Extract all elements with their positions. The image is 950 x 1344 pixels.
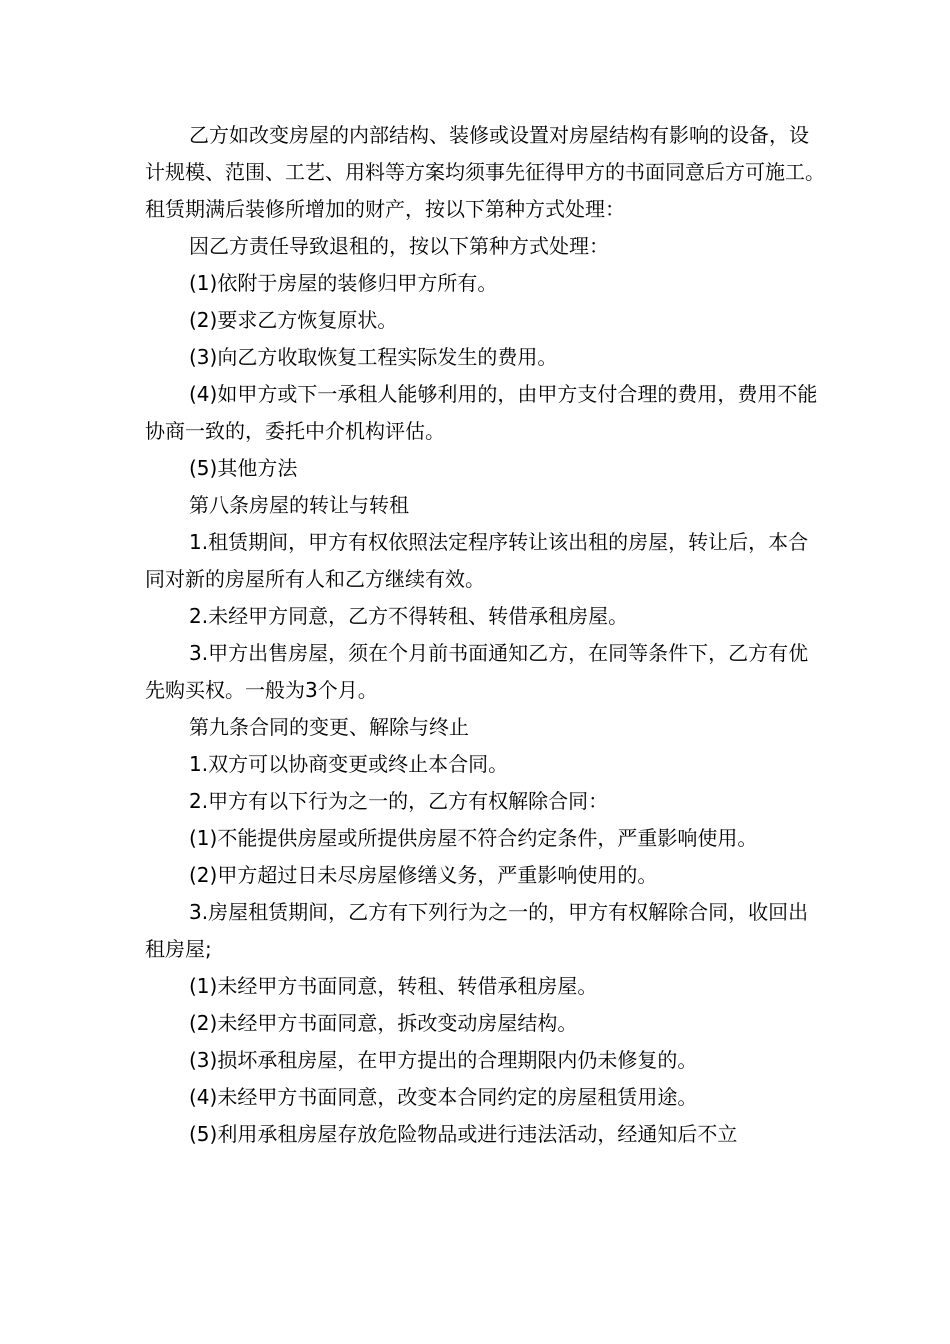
paragraph-article-9-item-2-sub-2: (2)甲方超过日未尽房屋修缮义务，严重影响使用的。 [189, 863, 658, 887]
paragraph-option-5: (5)其他方法 [189, 456, 298, 480]
paragraph-withdrawal-intro: 因乙方责任导致退租的，按以下第种方式处理： [189, 234, 609, 258]
document-body [145, 117, 825, 1153]
paragraph-article-8-item-2: 2.未经甲方同意，乙方不得转租、转借承租房屋。 [189, 604, 629, 628]
paragraph-article-8-item-1: 1.租赁期间，甲方有权依照法定程序转让该出租的房屋，转让后，本合同对新的房屋所有人和乙方继续有效。 [145, 530, 809, 591]
paragraph-article-9-item-3-sub-4: (4)未经甲方书面同意，改变本合同约定的房屋租赁用途。 [189, 1085, 698, 1109]
paragraph-article-9-item-3-sub-5: (5)利用承租房屋存放危险物品或进行违法活动，经通知后不立 [189, 1122, 738, 1146]
paragraph-option-1: (1)依附于房屋的装修归甲方所有。 [189, 271, 498, 295]
paragraph-article-9-item-1: 1.双方可以协商变更或终止本合同。 [189, 752, 509, 776]
paragraph-article-9-item-3: 3.房屋租赁期间，乙方有下列行为之一的，甲方有权解除合同，收回出租房屋; [145, 900, 809, 961]
paragraph-article-9-item-3-sub-2: (2)未经甲方书面同意，拆改变动房屋结构。 [189, 1011, 578, 1035]
paragraph-decoration-intro: 乙方如改变房屋的内部结构、装修或设置对房屋结构有影响的设备，设计规模、范围、工艺、用料等方案均须事先征得甲方的书面同意后方可施工。租赁期满后装修所增加的财产，按以下第种方式处理： [145, 123, 825, 221]
paragraph-article-9-item-2-sub-1: (1)不能提供房屋或所提供房屋不符合约定条件，严重影响使用。 [189, 826, 758, 850]
paragraph-article-9-item-3-sub-1: (1)未经甲方书面同意，转租、转借承租房屋。 [189, 974, 598, 998]
paragraph-article-8-item-3: 3.甲方出售房屋，须在个月前书面通知乙方，在同等条件下，乙方有优先购买权。一般为3个月。 [145, 641, 809, 702]
paragraph-article-9-item-3-sub-3: (3)损坏承租房屋，在甲方提出的合理期限内仍未修复的。 [189, 1048, 698, 1072]
paragraph-article-9-item-2: 2.甲方有以下行为之一的，乙方有权解除合同： [189, 789, 609, 813]
section-heading-article-8: 第八条房屋的转让与转租 [189, 493, 409, 517]
section-heading-article-9: 第九条合同的变更、解除与终止 [189, 715, 469, 739]
paragraph-option-2: (2)要求乙方恢复原状。 [189, 308, 398, 332]
paragraph-option-4: (4)如甲方或下一承租人能够利用的，由甲方支付合理的费用，费用不能协商一致的，委托中介机构评估。 [145, 382, 818, 443]
paragraph-option-3: (3)向乙方收取恢复工程实际发生的费用。 [189, 345, 558, 369]
